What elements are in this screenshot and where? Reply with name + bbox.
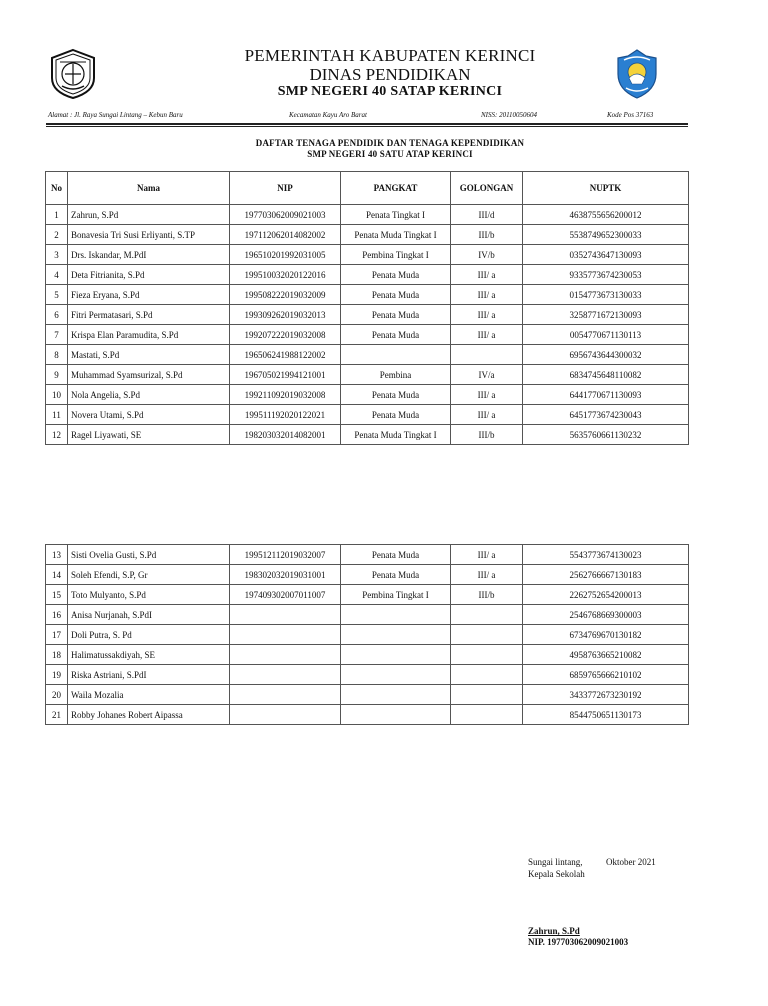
staff-table-part-2	[45, 544, 689, 725]
cell-nuptk: 6734769670130182	[523, 625, 689, 645]
cell-nip: 199309262019032013	[230, 305, 341, 325]
table-row	[46, 645, 689, 665]
cell-pangkat: Penata Muda	[341, 545, 451, 565]
cell-nama: Robby Johanes Robert Aipassa	[68, 705, 230, 725]
signature-role: Kepala Sekolah	[528, 869, 585, 879]
signatory-name: Zahrun, S.Pd	[528, 926, 580, 936]
cell-nama: Novera Utami, S.Pd	[68, 405, 230, 425]
cell-no: 8	[46, 345, 68, 365]
cell-nip: 196506241988122002	[230, 345, 341, 365]
cell-nama: Toto Mulyanto, S.Pd	[68, 585, 230, 605]
cell-golongan	[451, 665, 523, 685]
letterhead-office: DINAS PENDIDIKAN	[309, 65, 471, 84]
cell-golongan: III/ a	[451, 305, 523, 325]
cell-nip: 199211092019032008	[230, 385, 341, 405]
cell-nama: Soleh Efendi, S.P, Gr	[68, 565, 230, 585]
cell-pangkat	[341, 665, 451, 685]
school-district: Kecamatan Kayu Aro Barat	[289, 111, 367, 119]
cell-golongan: IV/a	[451, 365, 523, 385]
table-row	[46, 625, 689, 645]
cell-nip: 197703062009021003	[230, 205, 341, 225]
kerinci-regency-emblem	[48, 48, 98, 100]
cell-golongan	[451, 625, 523, 645]
document-subtitle: SMP NEGERI 40 SATU ATAP KERINCI	[307, 149, 473, 159]
cell-pangkat: Pembina Tingkat I	[341, 585, 451, 605]
cell-no: 20	[46, 685, 68, 705]
cell-nama: Fitri Permatasari, S.Pd	[68, 305, 230, 325]
letterhead-divider-thick	[46, 123, 688, 125]
cell-nama: Doli Putra, S. Pd	[68, 625, 230, 645]
cell-pangkat: Pembina Tingkat I	[341, 245, 451, 265]
cell-no: 21	[46, 705, 68, 725]
cell-nip: 196510201992031005	[230, 245, 341, 265]
column-header-nuptk: NUPTK	[523, 172, 689, 205]
cell-golongan: III/ a	[451, 545, 523, 565]
signatory-nip: NIP. 197703062009021003	[528, 937, 629, 947]
school-address: Alamat : Jl. Raya Sungai Lintang – Kebun Baru	[48, 111, 183, 119]
cell-nama: Anisa Nurjanah, S.PdI	[68, 605, 230, 625]
cell-golongan	[451, 345, 523, 365]
cell-nip: 199510032020122016	[230, 265, 341, 285]
cell-nama: Krispa Elan Paramudita, S.Pd	[68, 325, 230, 345]
table-row	[46, 325, 689, 345]
table-row	[46, 285, 689, 305]
cell-nama: Drs. Iskandar, M.PdI	[68, 245, 230, 265]
table-row	[46, 705, 689, 725]
cell-golongan	[451, 685, 523, 705]
cell-nip: 197112062014082002	[230, 225, 341, 245]
cell-nip: 197409302007011007	[230, 585, 341, 605]
cell-pangkat: Pembina	[341, 365, 451, 385]
cell-no: 4	[46, 265, 68, 285]
cell-nuptk: 2262752654200013	[523, 585, 689, 605]
cell-nama: Sisti Ovelia Gusti, S.Pd	[68, 545, 230, 565]
cell-pangkat: Penata Muda	[341, 285, 451, 305]
table-row	[46, 585, 689, 605]
cell-nama: Deta Fitrianita, S.Pd	[68, 265, 230, 285]
cell-nuptk: 6956743644300032	[523, 345, 689, 365]
cell-nama: Zahrun, S.Pd	[68, 205, 230, 225]
cell-pangkat: Penata Muda	[341, 565, 451, 585]
table-header-row	[46, 172, 689, 205]
cell-nuptk: 8544750651130173	[523, 705, 689, 725]
table-row	[46, 205, 689, 225]
table-row	[46, 685, 689, 705]
cell-no: 9	[46, 365, 68, 385]
cell-nuptk: 0352743647130093	[523, 245, 689, 265]
cell-nip	[230, 605, 341, 625]
cell-golongan: III/ a	[451, 325, 523, 345]
cell-nuptk: 6859765666210102	[523, 665, 689, 685]
cell-golongan: III/b	[451, 585, 523, 605]
staff-table-body-part-1	[46, 205, 689, 445]
cell-no: 6	[46, 305, 68, 325]
staff-table-part-1	[45, 171, 689, 445]
cell-no: 12	[46, 425, 68, 445]
cell-pangkat	[341, 625, 451, 645]
table-row	[46, 665, 689, 685]
cell-nama: Waila Mozalia	[68, 685, 230, 705]
cell-no: 7	[46, 325, 68, 345]
column-header-pangkat: PANGKAT	[341, 172, 451, 205]
letterhead-government: PEMERINTAH KABUPATEN KERINCI	[244, 46, 536, 65]
cell-no: 19	[46, 665, 68, 685]
table-row	[46, 545, 689, 565]
cell-nuptk: 5543773674130023	[523, 545, 689, 565]
table-row	[46, 345, 689, 365]
column-header-nip: NIP	[230, 172, 341, 205]
cell-nip: 199207222019032008	[230, 325, 341, 345]
cell-nip	[230, 625, 341, 645]
school-postal-code: Kode Pos 37163	[607, 111, 654, 119]
cell-nuptk: 3433772673230192	[523, 685, 689, 705]
cell-nuptk: 9335773674230053	[523, 265, 689, 285]
table-row	[46, 425, 689, 445]
cell-golongan: III/ a	[451, 405, 523, 425]
cell-nip	[230, 705, 341, 725]
cell-nip: 199508222019032009	[230, 285, 341, 305]
cell-golongan: III/ a	[451, 285, 523, 305]
cell-golongan	[451, 605, 523, 625]
cell-golongan: III/ a	[451, 385, 523, 405]
cell-nama: Halimatussakdiyah, SE	[68, 645, 230, 665]
cell-nip: 196705021994121001	[230, 365, 341, 385]
cell-nuptk: 2546768669300003	[523, 605, 689, 625]
cell-nuptk: 5635760661130232	[523, 425, 689, 445]
cell-golongan: III/d	[451, 205, 523, 225]
cell-pangkat	[341, 345, 451, 365]
cell-pangkat	[341, 685, 451, 705]
cell-nama: Mastati, S.Pd	[68, 345, 230, 365]
staff-table-body-part-2	[46, 545, 689, 725]
cell-nuptk: 4958763665210082	[523, 645, 689, 665]
cell-nama: Muhammad Syamsurizal, S.Pd	[68, 365, 230, 385]
cell-golongan: III/b	[451, 425, 523, 445]
table-row	[46, 365, 689, 385]
cell-pangkat: Penata Muda	[341, 265, 451, 285]
cell-golongan: III/b	[451, 225, 523, 245]
cell-nuptk: 4638755656200012	[523, 205, 689, 225]
cell-nama: Riska Astriani, S.PdI	[68, 665, 230, 685]
cell-nuptk: 5538749652300033	[523, 225, 689, 245]
cell-no: 13	[46, 545, 68, 565]
table-row	[46, 305, 689, 325]
cell-no: 14	[46, 565, 68, 585]
cell-nama: Nola Angelia, S.Pd	[68, 385, 230, 405]
cell-no: 5	[46, 285, 68, 305]
cell-nuptk: 6834745648110082	[523, 365, 689, 385]
cell-nip: 199511192020122021	[230, 405, 341, 425]
column-header-golongan: GOLONGAN	[451, 172, 523, 205]
column-header-nama: Nama	[68, 172, 230, 205]
cell-nuptk: 0054770671130113	[523, 325, 689, 345]
table-row	[46, 225, 689, 245]
signature-place: Sungai lintang,	[528, 857, 583, 867]
cell-golongan: III/ a	[451, 265, 523, 285]
cell-nip	[230, 665, 341, 685]
cell-pangkat: Penata Muda	[341, 305, 451, 325]
cell-pangkat: Penata Muda	[341, 405, 451, 425]
cell-pangkat: Penata Muda	[341, 325, 451, 345]
table-row	[46, 245, 689, 265]
cell-no: 16	[46, 605, 68, 625]
cell-nuptk: 3258771672130093	[523, 305, 689, 325]
cell-golongan	[451, 705, 523, 725]
cell-nip: 198302032019031001	[230, 565, 341, 585]
table-row	[46, 565, 689, 585]
column-header-no: No	[46, 172, 68, 205]
cell-golongan: III/ a	[451, 565, 523, 585]
table-row	[46, 405, 689, 425]
cell-no: 2	[46, 225, 68, 245]
letterhead-divider-thin	[46, 126, 688, 127]
cell-pangkat: Penata Tingkat I	[341, 205, 451, 225]
document-title: DAFTAR TENAGA PENDIDIK DAN TENAGA KEPENDIDIKAN	[255, 138, 525, 148]
cell-nip	[230, 685, 341, 705]
cell-golongan	[451, 645, 523, 665]
cell-nip	[230, 645, 341, 665]
cell-no: 17	[46, 625, 68, 645]
cell-nip: 198203032014082001	[230, 425, 341, 445]
cell-pangkat: Penata Muda Tingkat I	[341, 425, 451, 445]
cell-no: 3	[46, 245, 68, 265]
cell-nuptk: 6451773674230043	[523, 405, 689, 425]
letterhead-school: SMP NEGERI 40 SATAP KERINCI	[277, 84, 503, 99]
cell-nuptk: 2562766667130183	[523, 565, 689, 585]
cell-pangkat: Penata Muda Tingkat I	[341, 225, 451, 245]
table-row	[46, 265, 689, 285]
cell-no: 1	[46, 205, 68, 225]
cell-pangkat	[341, 645, 451, 665]
cell-nuptk: 6441770671130093	[523, 385, 689, 405]
table-row	[46, 385, 689, 405]
cell-nip: 199512112019032007	[230, 545, 341, 565]
cell-pangkat	[341, 705, 451, 725]
cell-golongan: IV/b	[451, 245, 523, 265]
signature-date: Oktober 2021	[606, 857, 656, 867]
table-row	[46, 605, 689, 625]
cell-no: 10	[46, 385, 68, 405]
cell-no: 18	[46, 645, 68, 665]
school-nss: NISS: 20110050604	[481, 111, 538, 119]
cell-pangkat: Penata Muda	[341, 385, 451, 405]
cell-nuptk: 0154773673130033	[523, 285, 689, 305]
cell-nama: Ragel Liyawati, SE	[68, 425, 230, 445]
cell-no: 11	[46, 405, 68, 425]
cell-no: 15	[46, 585, 68, 605]
cell-pangkat	[341, 605, 451, 625]
cell-nama: Bonavesia Tri Susi Erliyanti, S.TP	[68, 225, 230, 245]
cell-nama: Fieza Eryana, S.Pd	[68, 285, 230, 305]
